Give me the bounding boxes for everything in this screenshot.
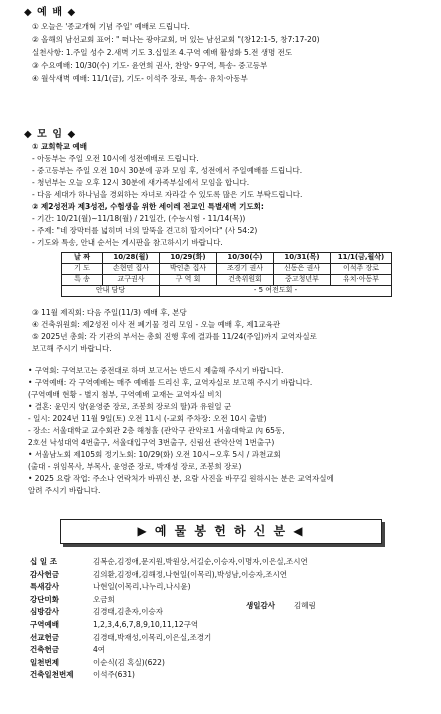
offering-label: 선교헌금 [30,632,59,642]
offering-label: 구역예배 [30,620,59,629]
text-line: ③ 11월 제직회: 다음 주일(11/3) 예배 후, 본당 [32,308,187,317]
offering-row [30,557,308,567]
prayer-schedule-table [61,252,392,297]
table-cell: 10/29(화) [160,253,217,264]
table-cell: 유치·아동부 [331,275,392,286]
text-line: • 2025 요람 작업: 주소나 연락처가 바뀌신 분, 요람 사진을 바꾸길 원하시는 분은 교역자실에 [28,474,334,483]
text-line: ③ 수요예배: 10/30(수) 기도- 윤연희 권사, 찬양- 9구역, 특송- 중고등부 [32,61,268,70]
offering-label: 생일감사 [246,601,275,610]
text-line: - 장소: 서울대학교 교수회관 2층 해청홀 (관악구 관악로1 서울대학교 內 65동, [28,426,285,435]
offering-row [30,582,191,592]
offering-row [30,633,211,643]
text-line: - 아동부는 주일 오전 10시에 성전예배로 드립니다. [32,154,199,163]
offering-value: 1,2,3,4,6,7,8,9,10,11,12구역 [93,620,199,629]
text-line: 실천사항: 1.주일 성수 2.새벽 기도 3.십일조 4.구역 예배 활성화 5.전 생명 전도 [32,48,293,57]
offering-row [30,595,115,605]
table-row [62,264,392,275]
text-line: - 일시: 2024년 11월 9일(토) 오전 11시 (-교회 주차장: 오전 10시 출발) [28,414,267,423]
offering-value: 김혜림 [294,601,316,610]
text-line: - 다음 세대가 하나님을 경외하는 자녀로 자라갈 수 있도록 많은 기도 부탁드립니다. [32,190,303,199]
table-cell: 박인춘 집사 [160,264,217,275]
text-line: ① 교회학교 예배 [32,142,88,151]
text-line: ⑤ 2025년 총회: 각 기관의 부서는 총회 진행 후에 결과를 11/24(주일)까지 교역자실로 [32,332,317,341]
text-line: • 구역회: 구역보고는 중전대로 하며 보고서는 반드시 제출해 주시기 바랍니다. [28,366,284,375]
text-line: ④ 월삭새벽 예배: 11/1(금), 기도- 이석주 장로, 특송- 유치·아동부 [32,74,248,83]
text-line: ② 올해의 남선교회 표어: " 떠나는 광야교회, 머 있는 남선교회 "(창12:1-5, 창7:17-20) [32,35,320,44]
offering-value: 나현일(이목리,나누리,나시윤) [93,582,191,592]
table-cell: 신동은 권사 [274,264,331,275]
text-line: - 중고등부는 주일 오전 10시 30분에 공과 모임 후, 성전에서 주일예배를 드립니다. [32,166,303,175]
offering-value: 김복순,김정애,문지원,박원상,서길순,이승자,이명자,이은실,조시연 [93,557,308,566]
text-line: 2호선 낙성대역 4번출구, 서울대입구역 3번출구, 신림선 관악산역 1번출구) [28,438,275,447]
offering-label: 일천번제 [30,657,59,667]
offering-label: 강단미화 [30,594,59,604]
offering-banner: ▶ 예 물 봉 헌 하 신 분 ◀ [60,519,382,544]
table-cell: 이석주 장로 [331,264,392,275]
offering-label: 건축헌금 [30,645,59,655]
offering-value: 4여 [93,645,106,655]
meeting-title: ◆ 모 임 ◆ [24,129,77,140]
offering-row [30,658,165,668]
table-row [62,275,392,286]
table-row [62,286,392,297]
text-line: 보고해 주시기 바랍니다. [32,344,112,353]
table-cell: 10/30(수) [217,253,274,264]
table-cell: 조경기 권사 [217,264,274,275]
text-line: ① 오늘은 '종교개혁 기념 주일' 예배로 드립니다. [32,22,190,31]
table-cell: 특 송 [62,275,103,286]
offering-value: 김경태,김춘자,이승자 [93,607,163,617]
table-cell: 안내 담당 [62,286,160,297]
table-cell: 10/28(월) [103,253,160,264]
table-cell: 손현민 집사 [103,264,160,275]
text-line: • 구역예배: 각 구역예배는 매주 예배를 드리신 후, 교역자실로 보고해 주시기 바랍니다. [28,378,313,387]
table-cell: 날 짜 [62,253,103,264]
table-cell: 건축위원회 [217,275,274,286]
worship-title: ◆ 예 배 ◆ [24,7,77,18]
offering-row [30,607,163,617]
text-line: • 서울남노회 제105회 정기노회: 10/29(화) 오전 10시~오후 5시 / 과천교회 [28,450,281,459]
text-line: - 기간: 10/21(월)~11/18(월) / 21일간, (수능시험 - 11/14(목)) [32,214,246,223]
text-line: - 청년부는 오늘 오후 12시 30분에 새가족부실에서 모임을 합니다. [32,178,250,187]
offering-label: 특새감사 [30,582,59,592]
text-line: ④ 건축위원회: 제2성전 이사 전 폐기물 정리 모임 - 오늘 예배 후, 제1교육관 [32,320,281,329]
table-cell: 기 도 [62,264,103,275]
table-cell: 교구권사 [103,275,160,286]
text-line: 알려 주시기 바랍니다. [28,486,101,495]
table-cell: 11/1(금,월삭) [331,253,392,264]
table-cell: 구 역 회 [160,275,217,286]
table-header-row [62,253,392,264]
table-cell: - 5 여전도회 - [160,286,392,297]
text-line: ② 제2성전과 제3성전, 수험생을 위한 세이레 전교인 특별새벽 기도회: [32,202,264,211]
offering-row [30,620,198,630]
offering-row [30,645,105,655]
table-cell: 10/31(목) [274,253,331,264]
table-cell: 중고청년부 [274,275,331,286]
offering-value: 이석주(631) [93,670,135,680]
offering-label: 감사헌금 [30,569,59,579]
offering-label: 심방감사 [30,607,59,617]
offering-value: 김경태,박재성,이목리,이은실,조경기 [93,632,212,642]
offering-value: 오금희 [93,594,115,604]
text-line: - 기도와 특송, 안내 순서는 게시판을 참고하시기 바랍니다. [32,238,223,247]
side-offering [246,601,316,611]
offering-row [30,670,135,680]
offering-value: 이순식(김 혹실)(622) [93,657,165,667]
text-line: - 주제: "네 장막터를 넓히며 너의 말뚝을 견고히 할지어다" (사 54:2) [32,226,258,235]
text-line: • 결혼: 윤민지 양(윤영준 장로, 조봉희 장로의 딸)과 유원일 군 [28,402,232,411]
offering-label: 건축일천번제 [30,670,74,680]
offering-value: 김의환,김정애,김해정,나현일(이목리),박성남,이승자,조시연 [93,569,288,579]
offering-row [30,570,287,580]
offering-label: 십 일 조 [30,557,57,566]
text-line: (구역예배 현황 - 별지 첨부, 구역예배 교재는 교역자실 비치 [28,390,222,399]
text-line: (출대 - 위임목사, 부목사, 윤영준 장로, 박재성 장로, 조봉희 장로) [28,462,242,471]
